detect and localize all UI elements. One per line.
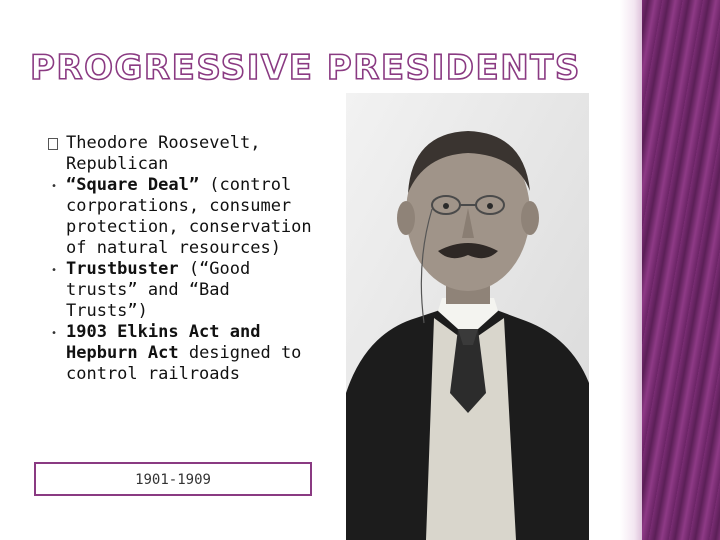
- bullet-item: [46, 259, 316, 322]
- bullet-bold-text: 1903 Elkins Act and Hepburn Act: [66, 322, 261, 363]
- bullet-text: (“Good trusts” and “Bad Trusts”): [66, 259, 251, 321]
- dot-bullet-icon: •: [50, 265, 58, 276]
- bullet-item: [46, 322, 316, 385]
- bullet-bold-text: Trustbuster: [66, 259, 179, 279]
- date-range-box: [34, 462, 312, 496]
- portrait-illustration: [346, 93, 589, 540]
- dot-bullet-icon: •: [50, 181, 58, 192]
- bullet-item: [46, 175, 316, 259]
- bullet-text: (control corporations, consumer protection, conservation of natural resources): [66, 175, 312, 258]
- slide-title: PROGRESSIVE PRESIDENTS: [30, 48, 581, 88]
- bullet-text: Theodore Roosevelt, Republican: [66, 133, 261, 174]
- bullet-item: [46, 133, 316, 175]
- decorative-gradient: [620, 0, 644, 540]
- bullet-list: [46, 133, 316, 385]
- bullet-bold-text: “Square Deal”: [66, 175, 200, 195]
- date-range-label: 1901-1909: [135, 472, 211, 488]
- decorative-band: [642, 0, 720, 540]
- box-bullet-icon: [48, 138, 58, 150]
- bullet-text: designed to control railroads: [66, 343, 302, 384]
- portrait-photo: [346, 93, 589, 540]
- dot-bullet-icon: •: [50, 328, 58, 339]
